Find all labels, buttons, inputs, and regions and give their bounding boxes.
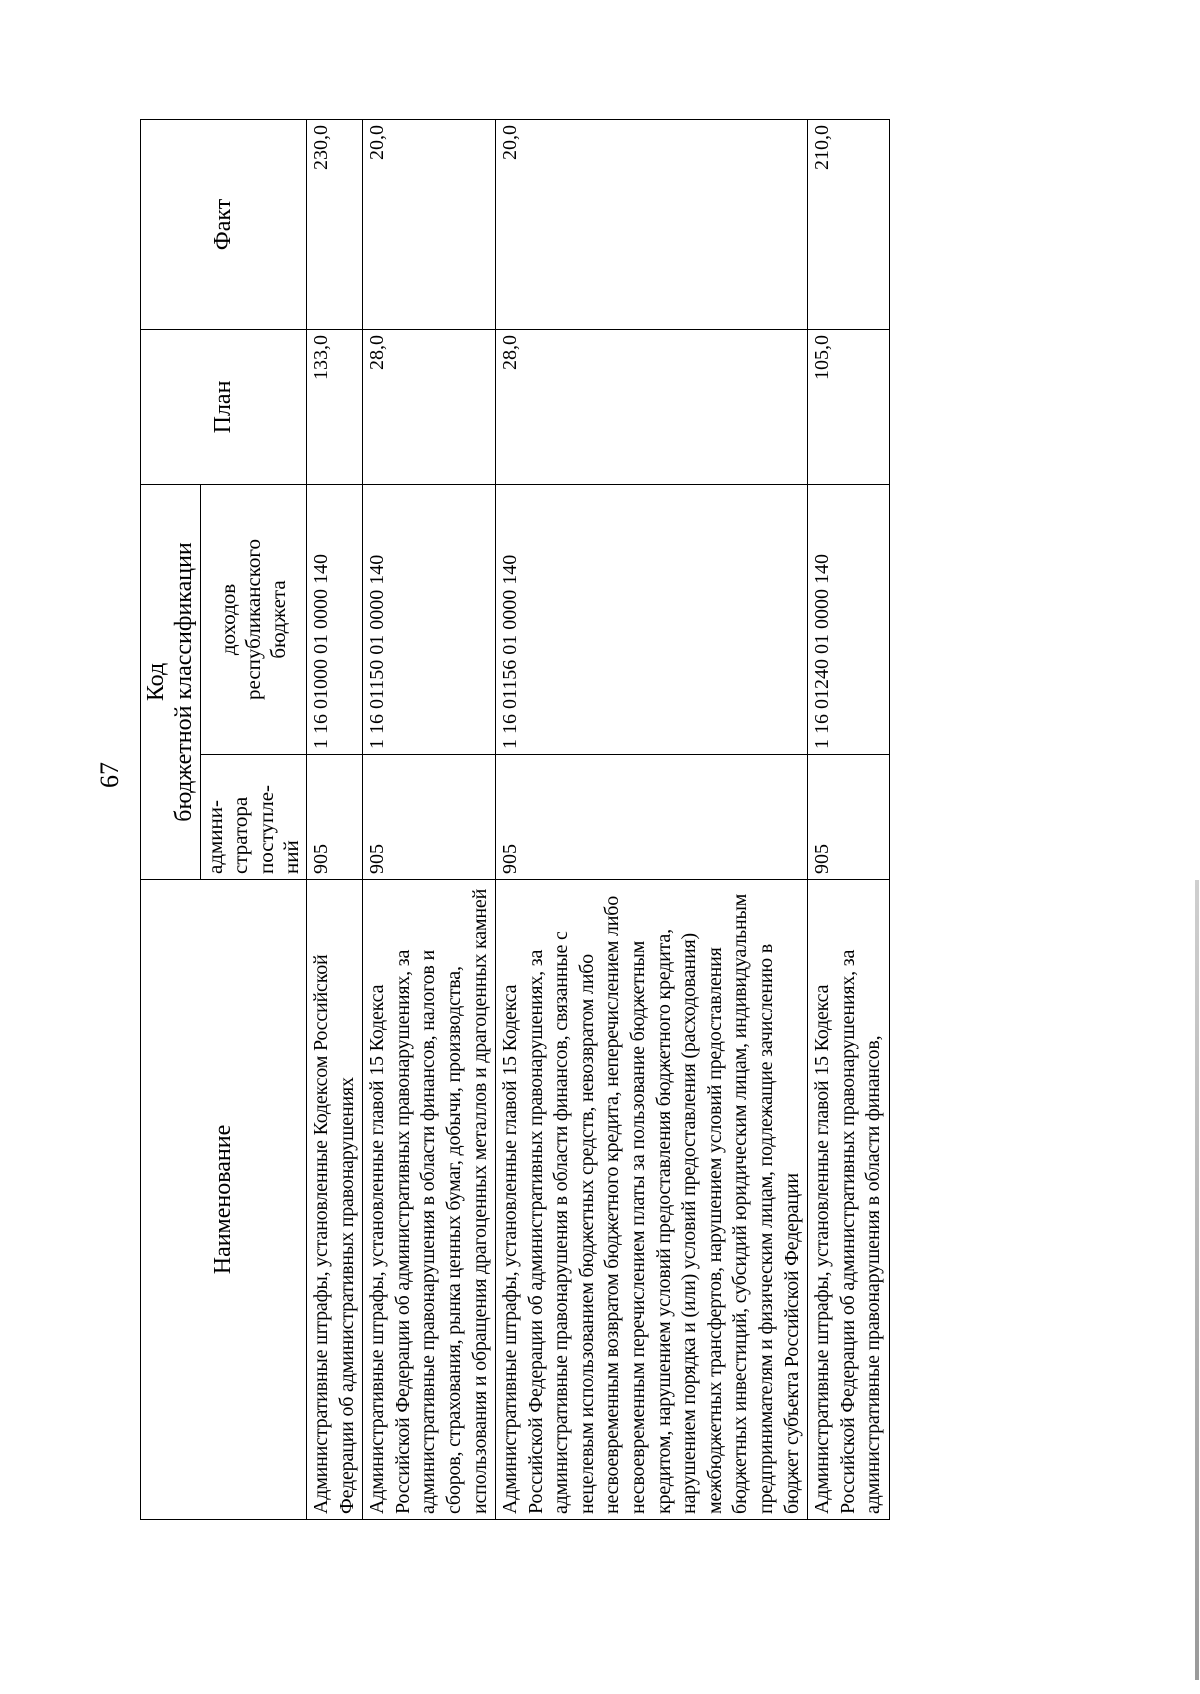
table-row bbox=[306, 119, 362, 1519]
row-fact: 20,0 bbox=[496, 119, 808, 329]
row-fact: 210,0 bbox=[808, 119, 890, 329]
row-plan: 28,0 bbox=[496, 329, 808, 484]
row-code: 1 16 01240 01 0000 140 bbox=[808, 484, 890, 754]
page-number: 67 bbox=[95, 762, 124, 788]
row-fact: 230,0 bbox=[306, 119, 362, 329]
row-administrator: 905 bbox=[363, 755, 496, 880]
header-name: Наименование bbox=[141, 880, 307, 1520]
row-name: Административные штрафы, установленные главой 15 Кодекса Российской Федерации об административных правонарушениях, за административные правонарушения в области финансов, налогов и сборов, страхования, рынка ценных бумаг, добычи, производства, использования и обращения драгоценных металлов и драгоценных камней bbox=[363, 880, 496, 1520]
row-code: 1 16 01000 01 0000 140 bbox=[306, 484, 362, 754]
budget-revenue-table bbox=[140, 119, 890, 1520]
header-administrator: админи- стратора поступле- ний bbox=[201, 755, 307, 880]
row-plan: 133,0 bbox=[306, 329, 362, 484]
row-code: 1 16 01150 01 0000 140 bbox=[363, 484, 496, 754]
header-code-group: Код бюджетной классификации bbox=[141, 484, 201, 879]
row-plan: 28,0 bbox=[363, 329, 496, 484]
row-fact: 20,0 bbox=[363, 119, 496, 329]
row-name: Административные штрафы, установленные главой 15 Кодекса Российской Федерации об административных правонарушениях, за административные правонарушения в области финансов, bbox=[808, 880, 890, 1520]
row-administrator: 905 bbox=[808, 755, 890, 880]
table-row bbox=[808, 119, 890, 1519]
row-administrator: 905 bbox=[496, 755, 808, 880]
table-row bbox=[363, 119, 496, 1519]
row-plan: 105,0 bbox=[808, 329, 890, 484]
row-name: Административные штрафы, установленные главой 15 Кодекса Российской Федерации об административных правонарушениях, за административные правонарушения в области финансов, связанные с нецелевым использованием бюджетных средств, невозвратом либо несвоевременным возвратом бюджетного кредита, неперечислением либо несвоевременным перечислением платы за пользование бюджетным кредитом, нарушением условий предоставления бюджетного кредита, нарушением порядка и (или) условий предоставления (расходования) межбюджетных трансфертов, нарушением условий предоставления бюджетных инвестиций, субсидий юридическим лицам, индивидуальным предпринимателям и физическим лицам, подлежащие зачислению в бюджет субъекта Российской Федерации bbox=[496, 880, 808, 1520]
header-fact: Факт bbox=[141, 119, 307, 329]
row-code: 1 16 01156 01 0000 140 bbox=[496, 484, 808, 754]
rotated-content bbox=[40, 40, 1200, 1660]
page-edge-shadow bbox=[1195, 880, 1199, 1680]
header-plan: План bbox=[141, 329, 307, 484]
table-row bbox=[496, 119, 808, 1519]
row-administrator: 905 bbox=[306, 755, 362, 880]
row-name: Административные штрафы, установленные Кодексом Российской Федерации об административных правонарушениях bbox=[306, 880, 362, 1520]
header-revenue-code: доходов республиканского бюджета bbox=[201, 484, 307, 754]
